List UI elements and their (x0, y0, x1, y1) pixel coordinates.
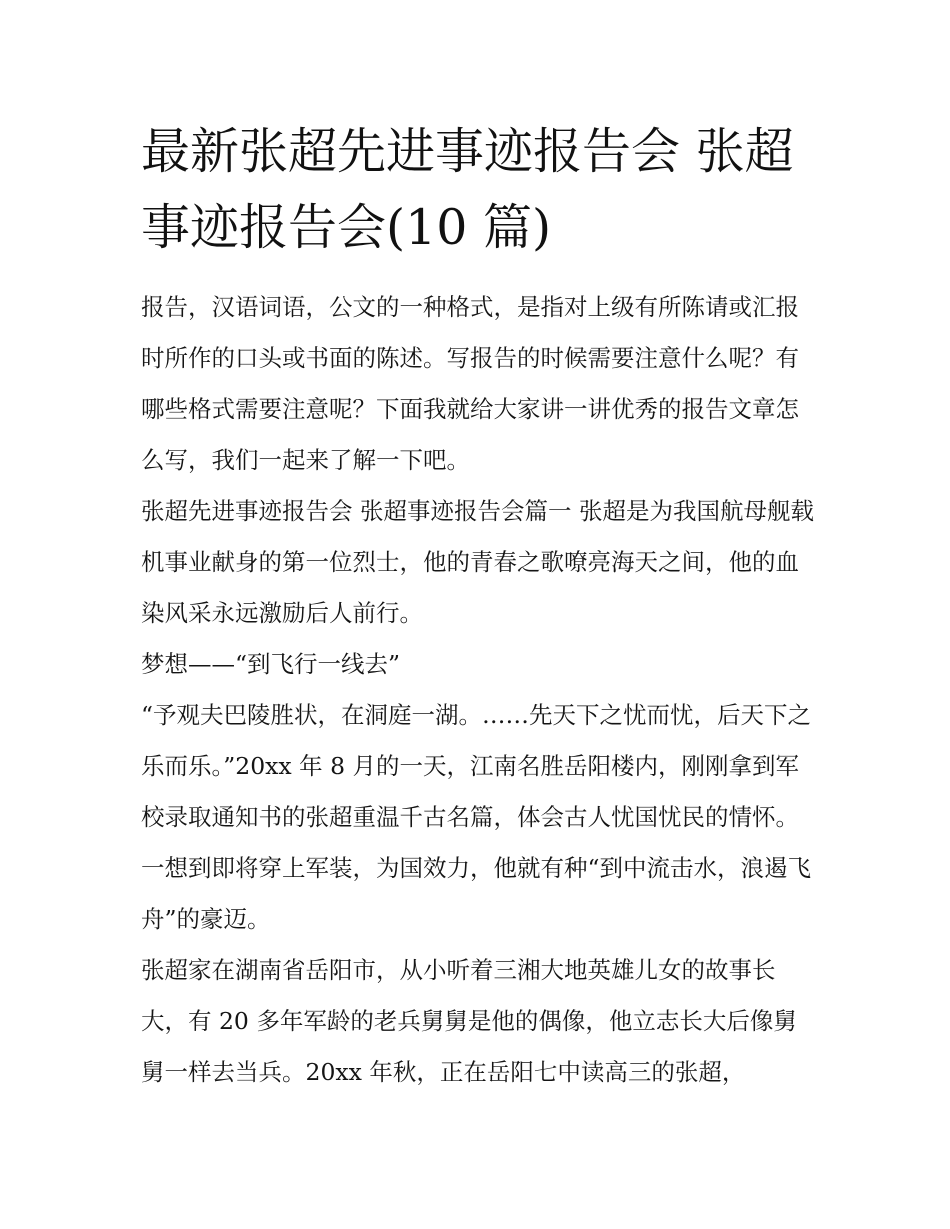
document-body (141, 114, 816, 1098)
paragraph-yueyang-tower: “予观夫巴陵胜状，在洞庭一湖。……先天下之忧而忧，后天下之乐而乐。”20xx 年 8 月的一天，江南名胜岳阳楼内，刚刚拿到军校录取通知书的张超重温千古名篇，体会古人忧国忧民的情怀。一想到即将穿上军装，为国效力，他就有种“到中流击水，浪遏飞舟”的豪迈。 (141, 701, 812, 933)
paragraph-intro: 报告，汉语词语，公文的一种格式，是指对上级有所陈请或汇报时所作的口头或书面的陈述。写报告的时候需要注意什么呢？有哪些格式需要注意呢？下面我就给大家讲一讲优秀的报告文章怎么写，我们一起来了解一下吧。 (141, 293, 799, 474)
document-title: 最新张超先进事迹报告会 张超事迹报告会(10 篇) (141, 123, 794, 256)
paragraph-section-one: 张超先进事迹报告会 张超事迹报告会篇一 张超是为我国航母舰载机事业献身的第一位烈士，他的青春之歌嘹亮海天之间，他的血染风采永远激励后人前行。 (141, 497, 814, 627)
paragraph-hometown: 张超家在湖南省岳阳市，从小听着三湘大地英雄儿女的故事长大，有 20 多年军龄的老兵舅舅是他的偶像，他立志长大后像舅舅一样去当兵。20xx 年秋，正在岳阳七中读高三的张超， (141, 956, 797, 1086)
paragraph-subheading-dream: 梦想——“到飞行一线去” (141, 650, 401, 678)
